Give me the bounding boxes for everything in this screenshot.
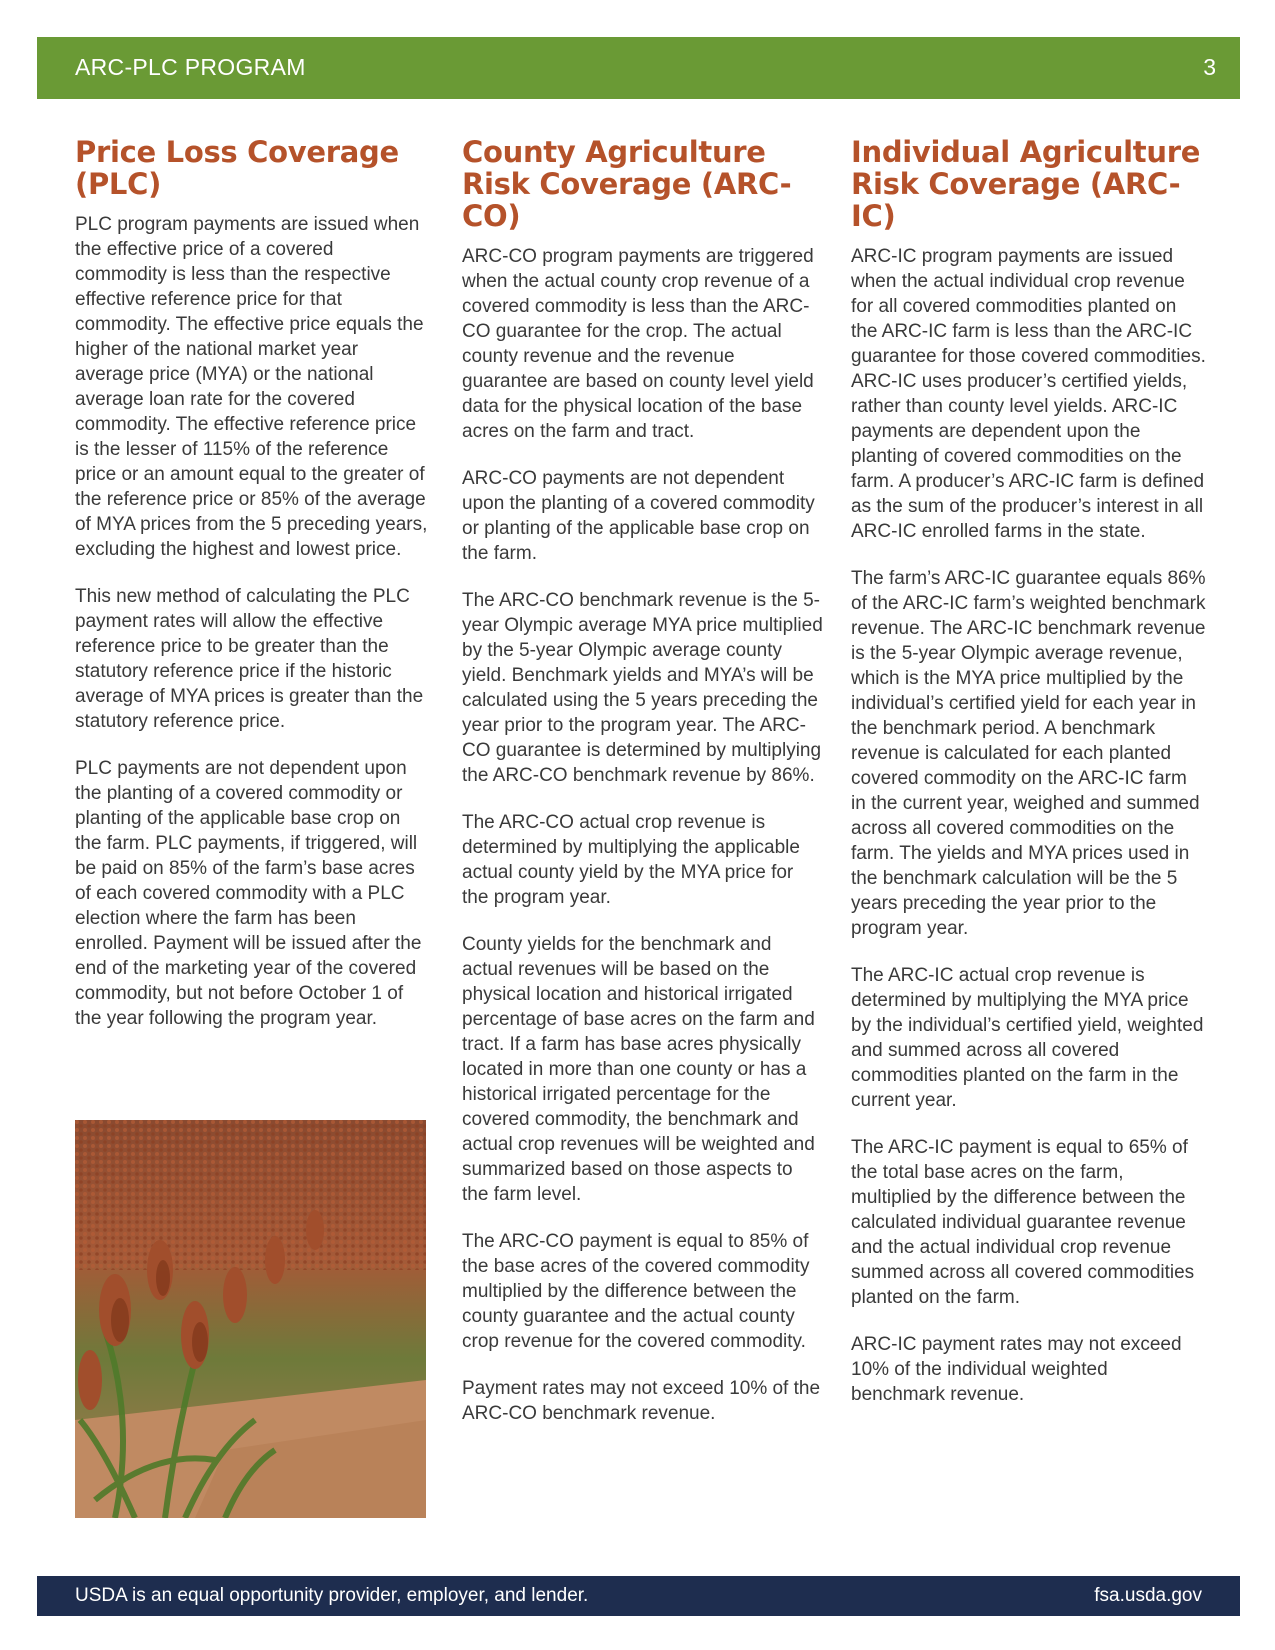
paragraph: The farm’s ARC-IC guarantee equals 86% of the ARC-IC farm’s weighted benchmark revenue. The ARC-IC benchmark revenue is the 5-year Olympic average revenue, which is the MYA price multiplied by the individual’s certified yield for each year in the benchmark period. A benchmark revenue is calculated for each planted covered commodity on the ARC-IC farm in the current year, weighed and summed across all covered commodities on the farm. The yields and MYA prices used in the benchmark calculation will be the 5 years preceding the year prior to the program year.	[851, 568, 1206, 939]
paragraph: The ARC-CO actual crop revenue is determined by multiplying the applicable actual county yield by the MYA price for the program year.	[462, 812, 800, 908]
paragraph: Payment rates may not exceed 10% of the ARC-CO benchmark revenue.	[462, 1378, 821, 1424]
paragraph: County yields for the benchmark and actual revenues will be based on the physical location and historical irrigated percentage of base acres on the farm and tract. If a farm has base acres physically located in more than one county or has a historical irrigated percentage for the covered commodity, the benchmark and actual crop revenues will be weighted and summarized based on those aspects to the farm level.	[462, 934, 815, 1205]
paragraph: The ARC-CO payment is equal to 85% of the base acres of the covered commodity multiplied by the difference between the county guarantee and the actual county crop revenue for the covered commodity.	[462, 1231, 810, 1352]
paragraph: The ARC-IC payment is equal to 65% of the total base acres on the farm, multiplied by the difference between the calculated individual guarantee revenue and the actual individual crop revenue summed across all covered commodities planted on the farm.	[851, 1137, 1195, 1308]
column-arc-ic	[851, 136, 1206, 1429]
paragraph: ARC-CO program payments are triggered when the actual county crop revenue of a covered commodity is less than the ARC-CO guarantee for the crop. The actual county revenue and the revenue guarantee are based on county level yield data for the physical location of the base acres on the farm and tract.	[462, 246, 814, 442]
section-heading-plc: Price Loss Coverage (PLC)	[75, 135, 399, 201]
header-title: ARC-PLC PROGRAM	[75, 54, 306, 80]
column-plc	[75, 136, 430, 1053]
paragraph: PLC payments are not dependent upon the planting of a covered commodity or planting of the applicable base crop on the farm. PLC payments, if triggered, will be paid on 85% of the farm’s base acres of each covered commodity with a PLC election where the farm has been enrolled. Payment will be issued after the end of the marketing year of the covered commodity, but not before October 1 of the year following the program year.	[75, 758, 422, 1029]
paragraph: The ARC-IC actual crop revenue is determined by multiplying the MYA price by the individual’s certified yield, weighted and summed across all covered commodities planted on the farm in the current year.	[851, 965, 1204, 1111]
paragraph: ARC-CO payments are not dependent upon the planting of a covered commodity or planting of the applicable base crop on the farm.	[462, 468, 815, 564]
section-heading-arc-co: County Agriculture Risk Coverage (ARC-CO)	[462, 135, 792, 233]
page-footer	[37, 1576, 1240, 1616]
page-header	[37, 37, 1240, 99]
paragraph: PLC program payments are issued when the effective price of a covered commodity is less than the respective effective reference price for that commodity. The effective price equals the higher of the national market year average price (MYA) or the national average loan rate for the covered commodity. The effective reference price is the lesser of 115% of the reference price or an amount equal to the greater of the reference price or 85% of the average of MYA prices from the 5 preceding years, excluding the highest and lowest price.	[75, 214, 428, 560]
section-heading-arc-ic: Individual Agriculture Risk Coverage (ARC-IC)	[851, 135, 1201, 233]
paragraph: The ARC-CO benchmark revenue is the 5-year Olympic average MYA price multiplied by the 5-year Olympic average county yield. Benchmark yields and MYA’s will be calculated using the 5 years preceding the year prior to the program year. The ARC-CO guarantee is determined by multiplying the ARC-CO benchmark revenue by 86%.	[462, 590, 823, 786]
equal-opportunity-statement: USDA is an equal opportunity provider, employer, and lender.	[75, 1585, 589, 1606]
paragraph: ARC-IC payment rates may not exceed 10% of the individual weighted benchmark revenue.	[851, 1334, 1182, 1405]
page-number: 3	[1203, 54, 1216, 80]
paragraph: ARC-IC program payments are issued when the actual individual crop revenue for all covered commodities planted on the ARC-IC farm is less than the ARC-IC guarantee for those covered commodities. ARC-IC uses producer’s certified yields, rather than county level yields. ARC-IC payments are dependent upon the planting of covered commodities on the farm. A producer’s ARC-IC farm is defined as the sum of the producer’s interest in all ARC-IC enrolled farms in the state.	[851, 246, 1206, 542]
column-arc-co	[462, 136, 824, 1448]
sorghum-field-photo	[75, 1120, 426, 1518]
website-link[interactable]: fsa.usda.gov	[1094, 1585, 1202, 1606]
paragraph: This new method of calculating the PLC payment rates will allow the effective reference price to be greater than the statutory reference price if the historic average of MYA prices is greater than the statutory reference price.	[75, 586, 424, 732]
